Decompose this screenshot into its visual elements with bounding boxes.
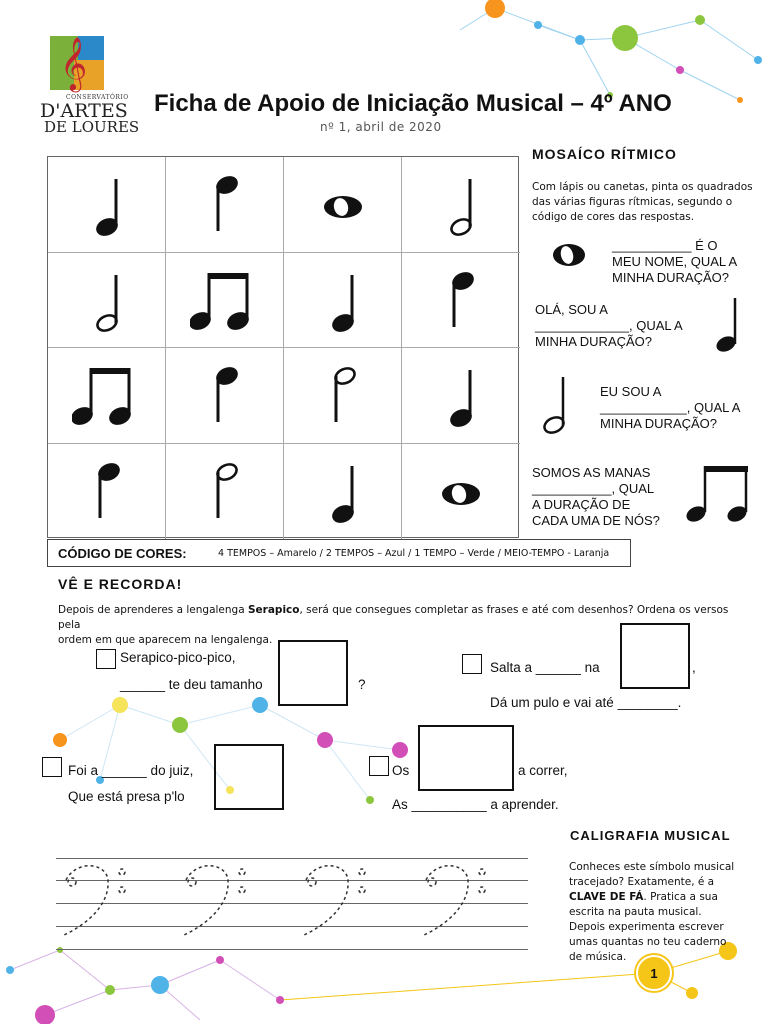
mosaic-cell-3-2[interactable]: [284, 444, 402, 540]
half-flag-note-icon: [190, 456, 260, 526]
caligrafia-text: Conheces este símbolo musical tracejado? Exatamente, é a CLAVE DE FÁ. Pratica a sua escrita na pauta musical. Depois experimenta escrever umas quantas no teu caderno de música.: [569, 861, 735, 963]
eighth-note-icon: [426, 265, 496, 335]
colour-code-text: 4 TEMPOS – Amarelo / 2 TEMPOS – Azul / 1 TEMPO – Verde / MEIO-TEMPO - Laranja: [218, 548, 610, 559]
drawing-box-3[interactable]: [214, 744, 284, 810]
quarter-note-icon: [308, 456, 378, 526]
mosaico-instructions: Com lápis ou canetas, pinta os quadrados das várias figuras rítmicas, segundo o código de cores das respostas.: [532, 181, 753, 223]
colour-code-box: [47, 539, 631, 567]
verse-2-line-1: Salta a ______ na: [490, 660, 600, 675]
verse-1-line-2: ______ te deu tamanho: [120, 677, 263, 692]
mosaic-cell-3-3[interactable]: [402, 444, 520, 540]
page-subtitle: nº 1, abril de 2020: [320, 120, 442, 134]
half-note-icon: [426, 169, 496, 239]
verse-3-line-2: Que está presa p'lo: [68, 789, 185, 804]
mosaic-cell-0-2[interactable]: [284, 157, 402, 253]
mosaic-cell-2-1[interactable]: [166, 348, 284, 444]
mosaic-cell-1-2[interactable]: [284, 253, 402, 349]
mosaic-cell-0-1[interactable]: [166, 157, 284, 253]
question-quarter: OLÁ, SOU A _____________, QUAL A MINHA DURAÇÃO?: [535, 302, 683, 349]
order-checkbox-4[interactable]: [369, 756, 389, 776]
verse-1-line-1: Serapico-pico-pico,: [120, 650, 236, 665]
mosaic-cell-1-0[interactable]: [48, 253, 166, 349]
quarter-note-icon: [426, 360, 496, 430]
treble-clef-icon: 𝄞: [60, 36, 88, 90]
recorda-intro: Depois de aprenderes a lengalenga Serapico, será que consegues completar as frases e até com desenhos? Ordena os versos pela ordem em que aparecem na lengalenga.: [58, 604, 729, 646]
half-flag-note-icon: [308, 360, 378, 430]
verse-2-comma: ,: [692, 660, 696, 675]
mosaic-cell-0-3[interactable]: [402, 157, 520, 253]
verse-1-question-mark: ?: [358, 677, 366, 692]
question-eighths: SOMOS AS MANAS ___________, QUAL A DURAÇÃO DE CADA UMA DE NÓS?: [532, 465, 660, 528]
mosaic-cell-3-1[interactable]: [166, 444, 284, 540]
colour-code-label: CÓDIGO DE CORES:: [58, 546, 187, 561]
verse-4-line-3: As __________ a aprender.: [392, 797, 559, 812]
rhythm-mosaic-grid: [47, 156, 519, 538]
drawing-box-1[interactable]: [278, 640, 348, 706]
drawing-box-4[interactable]: [418, 725, 514, 791]
half-note-icon: [540, 375, 574, 439]
verse-2-line-2: Dá um pulo e vai até ________.: [490, 695, 682, 710]
order-checkbox-1[interactable]: [96, 649, 116, 669]
mosaic-cell-1-3[interactable]: [402, 253, 520, 349]
eighth-notes-pair-icon: [684, 466, 750, 526]
logo-caption: CONSERVATÓRIO: [66, 94, 129, 101]
recorda-heading: VÊ E RECORDA!: [58, 576, 183, 592]
mosaic-cell-0-0[interactable]: [48, 157, 166, 253]
whole-note-icon: [308, 169, 378, 239]
half-note-icon: [72, 265, 142, 335]
eighth-note-icon: [190, 360, 260, 430]
order-checkbox-2[interactable]: [462, 654, 482, 674]
mosaic-cell-1-1[interactable]: [166, 253, 284, 349]
quarter-note-icon: [72, 169, 142, 239]
eighth-pair-note-icon: [190, 265, 260, 335]
logo-line-2: DE LOURES: [44, 118, 140, 136]
mosaic-cell-2-0[interactable]: [48, 348, 166, 444]
caligrafia-heading: CALIGRAFIA MUSICAL: [570, 828, 731, 843]
logo-line-1: D'ARTES: [40, 100, 128, 122]
bass-clef-tracing-staff[interactable]: [56, 850, 528, 950]
question-half: EU SOU A ____________, QUAL A MINHA DURAÇÃO?: [600, 384, 741, 431]
verse-3-line-1: Foi a ______ do juiz,: [68, 763, 194, 778]
quarter-note-icon: [712, 296, 746, 356]
whole-note-icon: [426, 456, 496, 526]
mosaic-cell-3-0[interactable]: [48, 444, 166, 540]
quarter-note-icon: [308, 265, 378, 335]
eighth-note-icon: [190, 169, 260, 239]
page-number: 1: [636, 955, 672, 991]
order-checkbox-3[interactable]: [42, 757, 62, 777]
eighth-note-icon: [72, 456, 142, 526]
verse-4-line-1: Os: [392, 763, 410, 778]
mosaic-cell-2-2[interactable]: [284, 348, 402, 444]
drawing-box-2[interactable]: [620, 623, 690, 689]
page-title: Ficha de Apoio de Iniciação Musical – 4º ANO: [154, 90, 672, 117]
conservatorio-logo: [40, 30, 140, 136]
eighth-pair-note-icon: [72, 360, 142, 430]
mosaico-heading: MOSAÍCO RÍTMICO: [532, 146, 677, 162]
verse-4-line-2: a correr,: [518, 763, 568, 778]
mosaic-cell-2-3[interactable]: [402, 348, 520, 444]
question-whole: ___________ É O MEU NOME, QUAL A MINHA DURAÇÃO?: [612, 238, 738, 285]
whole-note-icon: [552, 240, 592, 270]
